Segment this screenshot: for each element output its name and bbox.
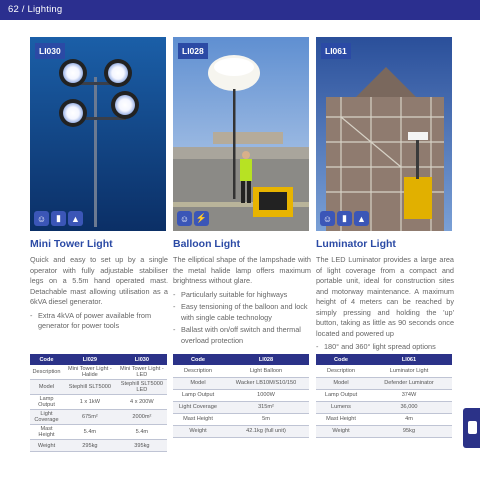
table-cell: Weight [30,440,63,452]
table-header: LI028 [223,354,309,365]
table-row [30,440,167,452]
luminator-light-photo [316,37,452,231]
table-cell: Wacker LB10M/S10/150 [223,377,309,389]
table-cell: Model [173,377,223,389]
table-cell: 4 x 200W [117,395,167,410]
table-header: LI030 [117,354,167,365]
product-description [316,255,454,355]
table-cell: 5.4m [63,425,117,440]
table-cell: Lamp Output [30,395,63,410]
table-row [173,365,309,377]
table-header: Code [316,354,366,365]
product-description [173,255,311,348]
table-cell: 5.4m [117,425,167,440]
product-title: Balloon Light [173,238,241,250]
table-cell: Light Balloon [223,365,309,377]
spec-table-mini-tower [30,354,167,452]
table-cell: 315m² [223,401,309,413]
table-row [316,365,452,377]
table-row [316,413,452,425]
feature-item: - Ballast with on/off switch and thermal overload protection [173,325,311,346]
table-cell: Lumens [316,401,366,413]
feature-item: - Easy tensioning of the balloon and lock with single cable technology [173,302,311,323]
table-row [30,380,167,395]
table-row [316,401,452,413]
weight-icon: ▲ [68,211,83,226]
table-cell: Model [30,380,63,395]
feature-item: - Extra 4kVA of power available from generator for power tools [30,311,168,332]
mini-tower-light-photo [30,37,166,231]
table-row [173,425,309,437]
weight-icon: ▲ [354,211,369,226]
lantern-icon [468,421,477,434]
product-code-tag: LI061 [321,43,351,59]
table-row [173,377,309,389]
table-cell: 295kg [63,440,117,452]
table-cell: Mini Tower Light - Halide [63,365,117,380]
table-row [173,401,309,413]
table-cell: Light Coverage [30,410,63,425]
product-code-tag: LI030 [35,43,65,59]
table-row [173,389,309,401]
description-text: Quick and easy to set up by a single operator with fully adjustable stabiliser legs on a 5.5m hand operated mast. Detachable mast allowing utilisation as a 6kVA diesel generator. [30,255,168,306]
table-cell: 36,000 [366,401,452,413]
product-title: Mini Tower Light [30,238,113,250]
operator-icon: ☺ [320,211,335,226]
table-cell: 95kg [366,425,452,437]
safety-icons [177,211,209,226]
feature-list [173,290,311,347]
table-cell: Luminator Light [366,365,452,377]
table-cell: 1000W [223,389,309,401]
page-label: 62 / Lighting [8,4,63,15]
feature-list [316,342,454,353]
table-cell: Description [316,365,366,377]
table-header: LI061 [366,354,452,365]
table-cell: Lamp Output [316,389,366,401]
table-row [30,425,167,440]
fuel-icon: ▮ [51,211,66,226]
table-cell: Stephill SLT5000 [63,380,117,395]
page-header-bar [0,0,480,20]
product-description [30,255,168,334]
table-header: LI029 [63,354,117,365]
table-cell: Mast Height [316,413,366,425]
operator-icon: ☺ [34,211,49,226]
table-cell: Light Coverage [173,401,223,413]
table-cell: 5m [223,413,309,425]
table-row [316,377,452,389]
description-text: The LED Luminator provides a large area of light coverage from a compact and portable unit, ideal for construction sites and motorway maintenance. A maximum height of 4 meters can be reached by simply pressing and holding the 'up' button, taking as little as 90 seconds once located and powered up [316,255,454,338]
table-cell: 374W [366,389,452,401]
feature-list [30,311,168,332]
table-cell: Mini Tower Light - LED [117,365,167,380]
spec-table-balloon [173,354,309,438]
table-cell: 675m² [63,410,117,425]
table-cell: Weight [316,425,366,437]
table-row [316,389,452,401]
table-row [30,410,167,425]
table-cell: Mast Height [173,413,223,425]
table-header: Code [30,354,63,365]
section-side-tab[interactable] [463,408,480,448]
table-cell: Defender Luminator [366,377,452,389]
balloon-light-photo [173,37,309,231]
table-row [30,395,167,410]
table-row [316,425,452,437]
safety-icons [34,211,83,226]
table-cell: Mast Height [30,425,63,440]
table-cell: Stephill SLT5000 LED [117,380,167,395]
description-text: The elliptical shape of the lampshade with the metal halide lamp offers maximum brightness without glare. [173,255,311,285]
spec-table-luminator [316,354,452,438]
table-cell: 4m [366,413,452,425]
safety-icons [320,211,369,226]
feature-item: - Particularly suitable for highways [173,290,311,301]
table-cell: 42.1kg (full unit) [223,425,309,437]
table-cell: Lamp Output [173,389,223,401]
product-title: Luminator Light [316,238,396,250]
table-cell: 395kg [117,440,167,452]
table-cell: Model [316,377,366,389]
table-cell: 1 x 1kW [63,395,117,410]
table-row [173,413,309,425]
product-code-tag: LI028 [178,43,208,59]
fuel-icon: ▮ [337,211,352,226]
table-row [30,365,167,380]
table-cell: Weight [173,425,223,437]
operator-icon: ☺ [177,211,192,226]
feature-item: - 180° and 360° light spread options [316,342,454,353]
table-cell: Description [173,365,223,377]
table-cell: Description [30,365,63,380]
power-icon: ⚡ [194,211,209,226]
table-header: Code [173,354,223,365]
table-cell: 2000m² [117,410,167,425]
